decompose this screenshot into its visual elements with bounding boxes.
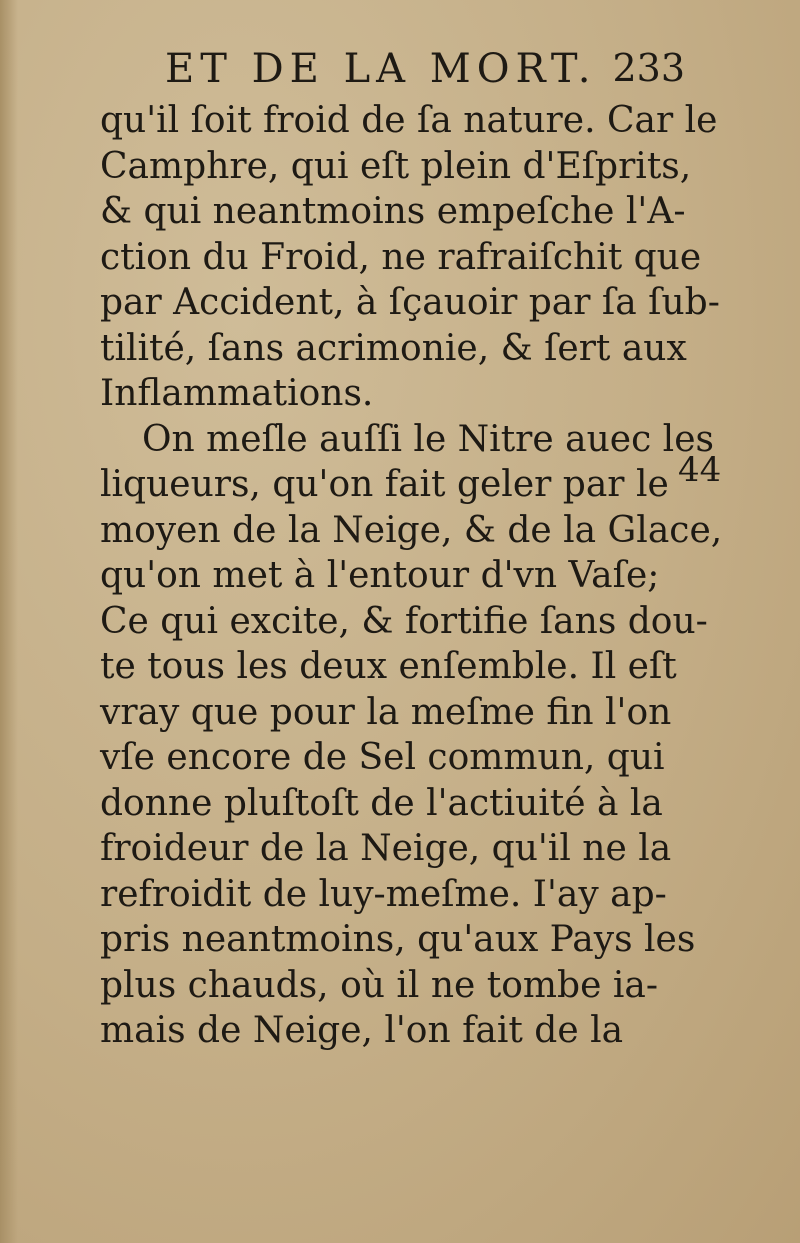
text-line: refroidit de luy-meſme. I'ay ap- <box>100 873 667 915</box>
text-line: vray que pour la meſme fin l'on <box>100 691 672 733</box>
text-line: donne pluſtoſt de l'actiuité à la <box>100 782 663 824</box>
text-line: te tous les deux enſemble. Il eſt <box>100 646 677 687</box>
text-line: moyen de la Neige, & de la Glace, <box>100 509 723 551</box>
text-line: Ce qui excite, & fortifie ſans dou- <box>100 600 708 642</box>
text-line: tilité, ſans acrimonie, & ſert aux <box>100 327 687 369</box>
text-line: liqueurs, qu'on fait geler par le <box>100 464 669 505</box>
text-line: & qui neantmoins empeſche l'A- <box>100 191 686 232</box>
text-line: vſe encore de Sel commun, qui <box>100 737 665 778</box>
paragraph-start-line: On meſle auſſi le Nitre auec les <box>142 418 714 460</box>
page-header <box>165 46 685 96</box>
text-line: qu'il ſoit froid de ſa nature. Car le <box>100 100 718 141</box>
text-line: par Accident, à ſçauoir par ſa ſub- <box>100 282 720 323</box>
page-number: 233 <box>612 46 685 90</box>
text-line: Camphre, qui eſt plein d'Eſprits, <box>100 145 692 187</box>
text-line: plus chauds, où il ne tombe ia- <box>100 964 658 1006</box>
text-line: mais de Neige, l'on fait de la <box>100 1010 624 1051</box>
text-line: ction du Froid, ne rafraiſchit que <box>100 236 702 278</box>
text-line: Inflammations. <box>100 373 374 414</box>
margin-note: 44 <box>678 450 722 490</box>
text-line: froideur de la Neige, qu'il ne la <box>100 828 672 869</box>
text-line: pris neantmoins, qu'aux Pays les <box>100 919 696 960</box>
running-head: ET DE LA MORT. <box>165 46 597 92</box>
text-line: qu'on met à l'entour d'vn Vaſe; <box>100 555 660 596</box>
